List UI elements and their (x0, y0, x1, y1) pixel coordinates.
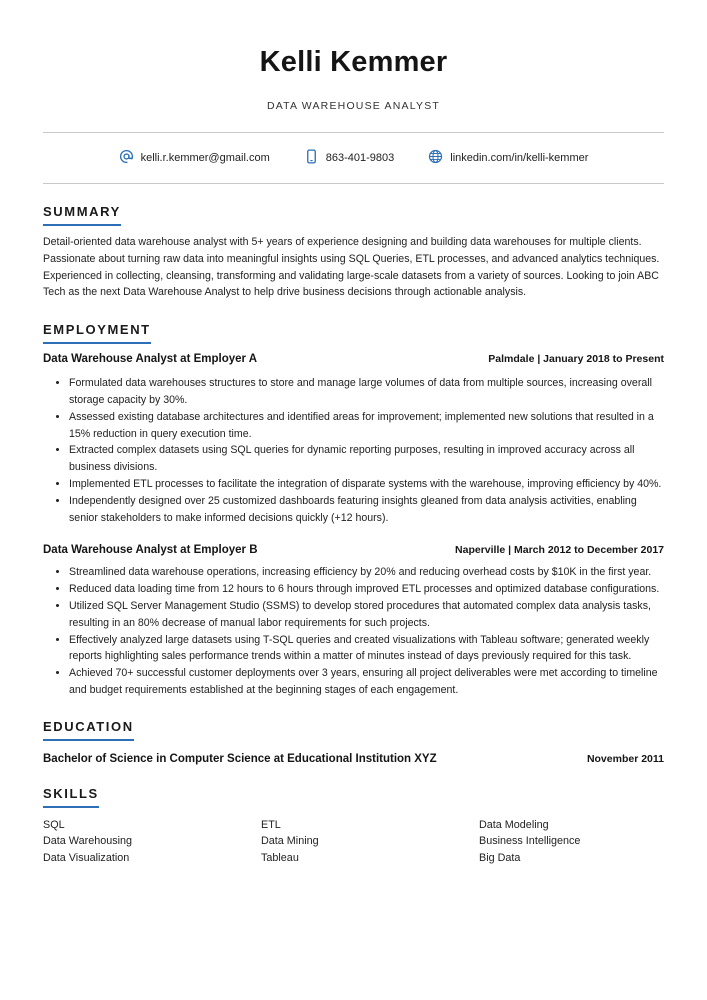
job-location-dates: Palmdale | January 2018 to Present (488, 353, 664, 366)
summary-section (43, 203, 664, 301)
phone-icon (304, 149, 326, 167)
bullet-item: • Effectively analyzed large datasets using T-SQL queries and created visualizations with Tableau software; generated weekly reports highlighting sales performance trends within a matter of minutes instead of days previously required for this task. (69, 632, 664, 666)
bullet-item: • Extracted complex datasets using SQL queries for dynamic reporting purposes, resulting in improved accuracy across all business divisions. (69, 442, 664, 476)
job-entry (43, 353, 664, 526)
contact-bar (43, 133, 664, 183)
contact-linkedin (428, 149, 588, 167)
globe-icon (428, 149, 450, 167)
degree-title: Bachelor of Science in Computer Science at Educational Institution XYZ (43, 752, 437, 765)
skill-item: Business Intelligence (479, 835, 581, 848)
education-heading: EDUCATION (43, 719, 134, 741)
skill-item: SQL (43, 818, 65, 831)
education-entry (43, 753, 664, 765)
linkedin-text[interactable]: linkedin.com/in/kelli-kemmer (450, 152, 589, 164)
bullet-item: • Independently designed over 25 customized dashboards featuring insights gleaned from data analysis activities, enabling senior stakeholders to make informed decisions quickly (+12 hours). (69, 493, 664, 527)
summary-heading: SUMMARY (43, 204, 121, 226)
skill-item: Data Warehousing (43, 835, 133, 848)
skills-heading: SKILLS (43, 786, 99, 808)
education-section (43, 718, 664, 765)
bullet-item: • Assessed existing database architectures and identified areas for improvement; implemented new solutions that resulted in a 15% reduction in query execution time. (69, 409, 664, 443)
skills-grid (43, 817, 664, 867)
bullet-item: • Streamlined data warehouse operations, increasing efficiency by 20% and reducing overhead costs by $10K in the first year. (69, 564, 664, 581)
bullet-item: • Achieved 70+ successful customer deployments over 3 years, ensuring all project deliverables were met according to timeline and budget requirements established at the beginning stages of each engagement. (69, 665, 664, 699)
degree-date: November 2011 (586, 752, 664, 765)
job-role: DATA WAREHOUSE ANALYST (266, 100, 441, 112)
job-header (43, 353, 664, 365)
job-entry (43, 544, 664, 698)
at-icon (119, 149, 141, 167)
bullet-item: • Formulated data warehouses structures to store and manage large volumes of data from multiple sources, increasing overall storage capacity by 30%. (69, 375, 664, 409)
skill-item: Big Data (479, 851, 521, 864)
skills-section (43, 785, 664, 867)
job-title: Data Warehouse Analyst at Employer A (43, 353, 258, 366)
skill-item: ETL (261, 818, 281, 831)
job-location-dates: Naperville | March 2012 to December 2017 (455, 544, 664, 557)
candidate-name: Kelli Kemmer (259, 46, 448, 78)
contact-phone (304, 149, 395, 167)
email-text[interactable]: kelli.r.kemmer@gmail.com (140, 152, 270, 164)
job-title: Data Warehouse Analyst at Employer B (43, 544, 258, 557)
bullet-item: • Utilized SQL Server Management Studio (SSMS) to develop stored procedures that automated complex data analysis tasks, resulting in an 80% decrease of manual labor requirements for such projects. (69, 598, 664, 632)
employment-section (43, 321, 664, 699)
skill-item: Tableau (261, 851, 299, 864)
job-header (43, 544, 664, 556)
bullet-item: • Implemented ETL processes to facilitate the integration of disparate systems with the warehouse, improving efficiency by 40%. (69, 476, 664, 493)
skill-item: Data Mining (261, 835, 319, 848)
summary-text: Detail-oriented data warehouse analyst with 5+ years of experience designing and building data warehouses for multiple clients. Passionate about turning raw data into meaningful insights using SQL Queries, ETL processes, and advanced analytics techniques. Experienced in collecting, cleansing, transforming and validating large-scale datasets from a variety of sources. Looking to join ABC Tech as the next Data Warehouse Analyst to help drive business decisions through actionable analysis. (43, 236, 660, 299)
skill-item: Data Visualization (43, 851, 130, 864)
skill-item: Data Modeling (479, 818, 549, 831)
phone-text[interactable]: 863-401-9803 (325, 152, 395, 164)
divider-bottom (43, 183, 664, 184)
employment-heading: EMPLOYMENT (43, 322, 151, 344)
contact-email (119, 149, 270, 167)
job-bullets (43, 375, 664, 526)
job-bullets (43, 564, 664, 698)
bullet-item: • Reduced data loading time from 12 hours to 6 hours through improved ETL processes and optimized database configurations. (69, 581, 664, 598)
